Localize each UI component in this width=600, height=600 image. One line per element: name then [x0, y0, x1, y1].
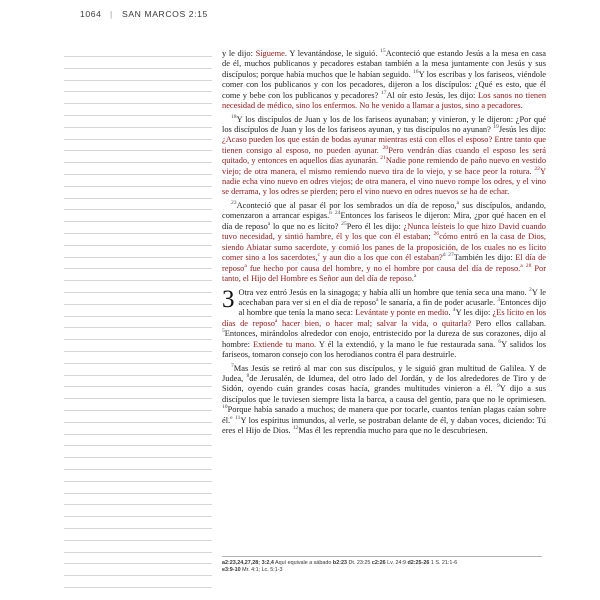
footnotes [222, 560, 546, 575]
footnote-ref: 2:25-26 [410, 560, 430, 566]
footnote-ref: 2:23 [336, 560, 347, 566]
footnote-text: Lv. 24:9 [385, 560, 408, 566]
text-run: Porque había sanado a muchos; de manera que por tocarle, cuantos tenían plagas caían sobre él. [222, 405, 546, 425]
note-line [64, 139, 212, 140]
verse-marker: 12 [292, 425, 299, 432]
note-line [64, 268, 212, 269]
text-run: Aconteció que estando Jesús a la mesa en casa de él, muchos publicanos y pecadores estaban también a la mesa juntamente con Jesús y sus discípulos; porque había muchos que le habían seguido. [222, 49, 547, 79]
verse-marker: 28 [525, 262, 532, 269]
note-line [64, 198, 212, 199]
footnote-line [222, 560, 546, 567]
note-line [64, 386, 212, 387]
words-of-jesus: Por tanto, el Hijo del Hombre es Señor aun del día de reposo. [222, 263, 547, 283]
note-line [64, 351, 212, 352]
words-of-jesus: ¿Acaso pueden los que están de bodas ayunar mientras está con ellos el esposo? Entre tanto que tienen consigo al esposo, no pueden ayunar. [222, 135, 546, 155]
words-of-jesus: Sígueme [255, 49, 285, 58]
text-run: . [520, 101, 523, 111]
words-of-jesus: ¿Es lícito en los días de reposo [222, 308, 547, 328]
verse-marker: 18 [231, 113, 237, 120]
running-header [0, 0, 600, 30]
verse-marker: d [442, 252, 446, 259]
words-of-jesus: Nadie pone remiendo de paño nuevo en vestido viejo; de otra manera, el mismo remiendo nuevo tira de lo viejo, y se hace peor la rotura. [222, 156, 547, 176]
words-of-jesus: fue hecho por causa del hombre, y no el hombre por causa del día de reposo. [246, 263, 521, 273]
footnote-text: Mr. 4:1; Lc. 5:1-3 [240, 567, 283, 574]
verse-marker: 23 [231, 200, 237, 207]
note-line [64, 233, 212, 234]
note-line [64, 91, 212, 92]
note-line [64, 504, 212, 505]
text-run: . [507, 187, 510, 197]
verse-marker: 26 [433, 231, 440, 238]
note-line [64, 103, 212, 104]
note-lines [64, 56, 212, 596]
note-line [64, 280, 212, 281]
note-line [64, 493, 212, 494]
note-line [64, 316, 212, 317]
words-of-jesus: El día de reposo [222, 253, 546, 273]
page-number: 1064 [80, 9, 102, 19]
verse-marker: a [274, 317, 278, 324]
verse-marker: a [244, 262, 247, 269]
note-line [64, 516, 212, 517]
verse-marker: 24 [334, 210, 341, 217]
note-line [64, 186, 212, 187]
footnote-ref: c [371, 560, 375, 566]
verse-marker: 2 [529, 286, 532, 293]
verse-marker: 6 [498, 338, 502, 345]
note-line [64, 434, 212, 435]
text-run: Al oír esto Jesús, les dijo: [386, 90, 479, 100]
text-run: Aconteció que al pasar él por los sembrados un día de reposo, [236, 201, 457, 211]
text-run: Y le acechaban para ver si en el día de reposo [238, 287, 546, 307]
verse-marker: c [317, 252, 321, 259]
verse-marker: a [520, 262, 523, 269]
text-run: También les dijo: [453, 253, 516, 263]
note-line [64, 245, 212, 246]
note-line [64, 445, 212, 446]
note-line [64, 339, 212, 340]
note-line [64, 174, 212, 175]
text-run: Otra vez entró Jesús en la sinagoga; y había allí un hombre que tenía seca una mano. [238, 287, 530, 297]
text-run: de Jerusalén, de Idumea, del otro lado del Jordán, y de los alrededores de Tiro y de Sidón, oyendo cuán grandes cosas hacía, grandes multitudes vinieron a él. [222, 373, 546, 394]
text-run: Entonces dijo al hombre que tenía la mano seca: [238, 297, 546, 318]
text-run: . [448, 308, 453, 318]
verse-marker: 17 [380, 89, 387, 96]
paragraph [222, 201, 546, 284]
note-line [64, 80, 212, 81]
footnote-ref: a [222, 560, 225, 566]
paragraph [222, 364, 546, 437]
footnote-ref: e [222, 567, 225, 574]
words-of-jesus: cómo entró en la casa de Dios, siendo Abiatar sumo sacerdote, y comió los panes de la proposición, de los cuales no es lícito comer sino a los sacerdotes, [222, 232, 546, 263]
note-line [64, 469, 212, 470]
words-of-jesus: Los sanos no tienen necesidad de médico, sino los enfermos. No he venido a llamar a justos, sino a pecadores [222, 90, 547, 111]
verse-marker: 11 [235, 414, 241, 421]
text-run: Entonces los fariseos le dijeron: Mira, ¿por qué hacen en el día de reposo [222, 211, 547, 231]
paragraph [222, 115, 546, 198]
paragraph [222, 49, 546, 111]
footnote-text: Aquí equivale a sábado [273, 560, 333, 566]
note-line [64, 575, 212, 576]
note-line [64, 127, 212, 128]
note-line [64, 375, 212, 376]
text-run: . Y él la extendió, y la mano le fue restaurada sana. [314, 339, 499, 349]
verse-marker: 16 [413, 69, 419, 76]
text-run: . Y levantándose, le siguió. [284, 49, 381, 58]
note-line [64, 587, 212, 588]
words-of-jesus: ¿Nunca leísteis lo que hizo David cuando tuvo necesidad, y sintió hambre, él y los que con él estaban; [222, 221, 546, 242]
note-line [64, 221, 212, 222]
note-line [64, 540, 212, 541]
chapter-paragraph [222, 285, 547, 361]
verse-marker: a [456, 200, 459, 207]
verse-marker: 27 [448, 252, 454, 259]
note-line [64, 292, 212, 293]
footnote-ref: d [407, 560, 411, 566]
note-line [64, 457, 212, 458]
text-run: lo que no es lícito? [270, 221, 342, 231]
text-run: Y los escribas y los fariseos, viéndole comer con los publicanos y con los pecadores, dijeron a los discípulos: ¿Qué es esto, que él come y bebe con los publicanos y pecadores? [222, 69, 546, 100]
note-line [64, 410, 212, 411]
text-run: y le dijo: [222, 49, 256, 58]
text-run: Mas Jesús se retiró al mar con sus discípulos, y le siguió gran multitud de Galilea. Y de Judea, [222, 363, 546, 383]
text-run: Jesús les dijo: [498, 125, 546, 135]
note-line [64, 150, 212, 151]
text-run: Y les dijo: [455, 308, 493, 318]
words-of-jesus: y aun dio a los que con él estaban? [320, 253, 443, 263]
text-run: Entonces, mirándolos alrededor con enojo, entristecido por la dureza de sus corazones, dijo al hombre: [222, 329, 546, 349]
note-line [64, 327, 212, 328]
verse-marker: a [267, 221, 271, 228]
verse-marker: b [329, 210, 333, 217]
text-run: Pero ellos callaban. [471, 318, 546, 328]
verse-marker: 20 [382, 145, 389, 152]
verse-marker: 9 [496, 383, 500, 390]
verse-marker: 8 [246, 373, 250, 380]
text-run: Pero él les dijo: [346, 221, 404, 231]
words-of-jesus: hacer bien, o hacer mal; salvar la vida, o quitarla? [277, 318, 472, 328]
verse-marker: e [230, 414, 233, 421]
note-line [64, 552, 212, 553]
note-line [64, 481, 212, 482]
note-line [64, 422, 212, 423]
text-run: Mas él les reprendía mucho para que no le descubriesen. [298, 425, 488, 435]
footnote-rule [222, 556, 542, 557]
note-line [64, 162, 212, 163]
note-line [64, 56, 212, 57]
verse-marker: a [413, 273, 417, 280]
verse-marker: 21 [380, 155, 386, 162]
verse-marker: 22 [534, 165, 540, 172]
note-line [64, 68, 212, 69]
verse-marker: 19 [493, 124, 499, 131]
verse-marker: 3 [497, 297, 501, 304]
footnote-line [222, 567, 546, 574]
words-of-jesus: Pero vendrán días cuando el esposo les será quitado, y entonces en aquellos días ayunarán. [222, 145, 546, 166]
verse-marker: 25 [341, 221, 347, 228]
footnote-ref: 2:26 [374, 560, 386, 566]
words-of-jesus: Extiende tu mano [252, 339, 315, 349]
verse-marker: 5 [222, 328, 225, 335]
chapter-number: 3 [222, 285, 235, 313]
footnote-ref: 3:9-10 [225, 567, 241, 574]
note-line [64, 209, 212, 210]
footnote-text: Dt. 23:25 [347, 560, 372, 566]
header-separator: | [110, 9, 113, 19]
scripture-column [222, 49, 546, 440]
footnote-text: 1 S. 21:1-6 [429, 560, 458, 566]
note-line [64, 257, 212, 258]
verse-marker: 15 [380, 48, 386, 55]
verse-marker: a [375, 297, 379, 304]
note-line [64, 363, 212, 364]
text-run: Y los discípulos de Juan y los de los fariseos ayunaban; y vinieron, y le dijeron: ¿Por qué los discípulos de Juan y los de los fariseos ayunan, y tus discípulos no ayunan? [222, 114, 546, 135]
note-line [64, 304, 212, 305]
words-of-jesus: Y nadie echa vino nuevo en odres viejos; de otra manera, el vino nuevo rompe los odres, y el vino se derrama, y los odres se pierden; pero el vino nuevo en odres nuevos se ha de echar [222, 166, 546, 197]
verse-marker: 7 [231, 362, 234, 369]
note-line [64, 115, 212, 116]
verse-marker: 4 [452, 307, 456, 314]
words-of-jesus: Levántate y ponte en medio [355, 308, 449, 318]
text-run: Y salidos los fariseos, tomaron consejo con los herodianos contra él para destruirle. [222, 339, 546, 359]
note-line [64, 563, 212, 564]
footnote-ref: b [332, 560, 337, 566]
note-line [64, 528, 212, 529]
text-run: Y dijo a sus discípulos que le tuviesen siempre lista la barca, a causa del gentío, para que no le oprimiesen. [222, 384, 546, 404]
footnote-ref: 2:23,24,27,28; 3:2,4 [225, 560, 274, 566]
text-run: le sanaría, a fin de poder acusarle. [378, 297, 498, 307]
text-run: Y los espíritus inmundos, al verle, se postraban delante de él, y daban voces, diciendo: Tú eres el Hijo de Dios. [222, 415, 546, 435]
chapter-reference: SAN MARCOS 2:15 [122, 9, 208, 19]
note-line [64, 398, 212, 399]
verse-marker: 10 [222, 404, 228, 411]
text-run: sus discípulos, andando, comenzaron a arrancar espigas. [222, 201, 546, 221]
